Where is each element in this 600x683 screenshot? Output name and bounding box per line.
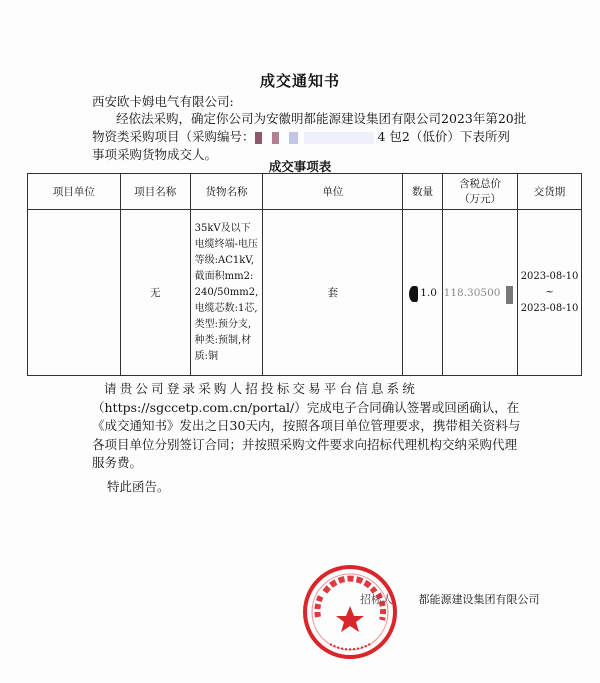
cell-delivery [518,210,582,376]
redaction-mark [304,132,374,144]
header-goods-name: 货物名称 [190,174,263,210]
table-header-row [28,174,582,210]
delivery-end: 2023-08-10 [520,302,579,314]
instruction-paragraph [92,380,522,473]
redaction-mark [409,286,418,302]
cell-project-name: 无 [120,210,190,376]
header-total-price: 含税总价 （万元） [443,174,518,210]
instruction-rest: （https://sgccetp.com.cn/portal/）完成电子合同确认签署或回函确认，在《成交通知书》发出之日30天内，按照各项目单位管理要求，携带相关资料与各项目单位分别签订合同；并按照采购文件要求向招标代理机构交纳采购代理服务费。 [92,399,521,470]
header-project-unit: 项目单位 [28,174,121,210]
table-row [28,210,582,376]
award-line-2-text: 物资类采购项目（采购编号： [92,129,255,144]
signer-name: 都能源建设集团有限公司 [418,593,540,606]
redaction-mark [255,132,262,144]
delivery-separator: ~ [545,286,554,298]
recipient-name: 西安欧卡姆电气有限公司: [92,94,234,109]
document-title: 成交通知书 [259,72,340,90]
official-seal-icon [300,562,400,662]
redaction-mark [506,286,513,304]
redaction-mark [272,132,279,144]
header-delivery: 交货期 [518,174,582,210]
cell-total-price-value: 118.30500 [443,286,501,299]
award-line-1: 经依法采购，确定你公司为安徽明都能源建设集团有限公司2023年第20批 [116,111,527,126]
award-line-3: 事项采购货物成交人。 [92,147,218,162]
award-line-2 [92,128,542,146]
award-items-table [27,173,582,376]
signer-block [360,591,540,607]
signer-label: 招标人 [360,593,393,606]
header-quantity: 数量 [403,174,443,210]
award-line-2-end: 4 包2（低价）下表所列 [377,129,510,144]
closing-remark: 特此函告。 [107,479,170,494]
header-project-name: 项目名称 [120,174,190,210]
cell-goods-name: 35kV及以下电缆终端-电压等级:AC1kV,截面积mm2:240/50mm2,电缆芯数:1芯,类型:预分支,种类:预制,材质:铜 [190,210,263,376]
cell-quantity-value: 1.0 [420,286,437,299]
cell-project-unit [28,210,121,376]
redaction-mark [289,132,298,144]
header-unit: 单位 [263,174,403,210]
cell-quantity [403,210,443,376]
cell-unit: 套 [263,210,403,376]
delivery-start: 2023-08-10 [520,270,579,282]
table-title: 成交事项表 [268,159,332,174]
award-paragraph [92,110,542,164]
instruction-line-1: 请贵公司登录采购人招投标交易平台信息系统 [104,381,419,396]
cell-total-price [443,210,518,376]
